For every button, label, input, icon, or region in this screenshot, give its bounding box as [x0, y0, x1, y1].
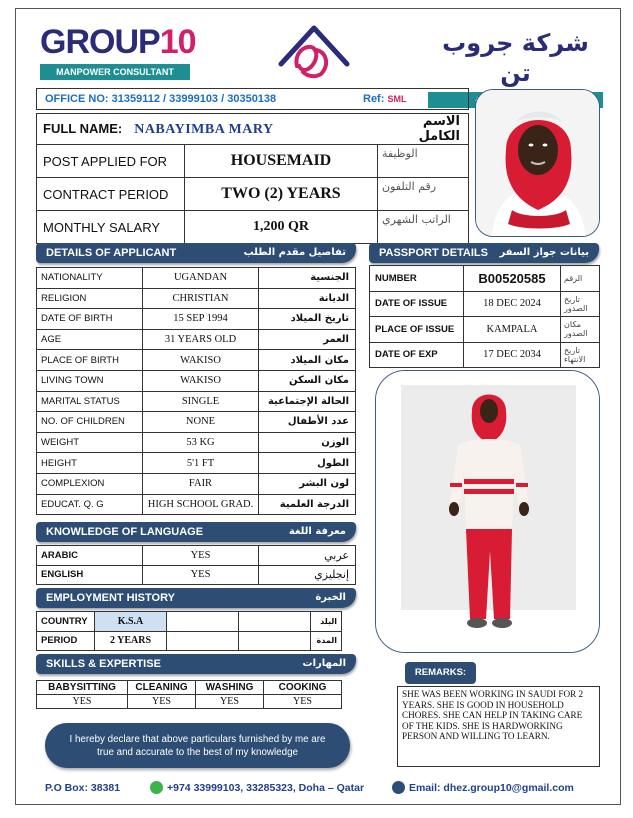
passport-table	[369, 265, 600, 368]
full-name-label: FULL NAME:	[43, 121, 123, 136]
label-text: I hereby declare that above particulars furnished by me are	[69, 734, 326, 745]
post-row	[37, 145, 469, 178]
salary-label: MONTHLY SALARY	[37, 211, 185, 244]
section-header-employment	[36, 588, 356, 608]
table-cell: FAIR	[143, 473, 259, 494]
table-row	[37, 612, 342, 632]
table-row	[37, 494, 356, 515]
table-cell: 2 YEARS	[95, 631, 167, 651]
label-text: +974 33999103, 33285323, Doha – Qatar	[167, 782, 365, 794]
employment-table-wrap	[36, 611, 342, 651]
table-row	[37, 631, 342, 651]
skills-header-row	[37, 681, 342, 695]
table-cell: YES	[37, 695, 128, 709]
remarks-label: REMARKS:	[405, 662, 476, 684]
section-header-language	[36, 522, 356, 542]
table-cell: YES	[143, 565, 259, 585]
table-row	[37, 432, 356, 453]
salary-value: 1,200 QR	[185, 211, 378, 244]
table-cell: العمر	[259, 329, 356, 350]
table-cell: WEIGHT	[37, 432, 143, 453]
table-cell: DATE OF BIRTH	[37, 309, 143, 330]
section-header-skills	[36, 654, 356, 674]
table-cell: إنجليزي	[259, 565, 356, 585]
table-cell: 15 SEP 1994	[143, 309, 259, 330]
table-row	[370, 266, 600, 292]
skills-value-row	[37, 695, 342, 709]
salary-row	[37, 211, 469, 244]
table-row	[370, 291, 600, 317]
table-cell: CLEANING	[128, 681, 196, 695]
table-row	[37, 309, 356, 330]
table-cell: BABYSITTING	[37, 681, 128, 695]
table-row	[37, 546, 356, 566]
table-cell: الجنسية	[259, 268, 356, 289]
label-text: 10	[159, 23, 196, 61]
section-header-details	[36, 243, 356, 263]
table-cell: COUNTRY	[37, 612, 95, 632]
table-row	[37, 453, 356, 474]
whatsapp-icon	[150, 781, 163, 794]
full-name-arabic: الاسم الكامل	[378, 114, 469, 145]
table-cell: 31 YEARS OLD	[143, 329, 259, 350]
table-row	[37, 391, 356, 412]
skills-table	[36, 680, 342, 709]
contract-value: TWO (2) YEARS	[185, 178, 378, 211]
office-numbers-bar	[36, 88, 469, 110]
reference-value: SML	[387, 94, 407, 104]
table-cell: NO. OF CHILDREN	[37, 412, 143, 433]
table-cell: EDUCAT. Q. G	[37, 494, 143, 515]
post-arabic: الوظيفة	[378, 145, 469, 178]
contract-arabic: رقم التلفون	[378, 178, 469, 211]
table-cell: PLACE OF ISSUE	[370, 317, 464, 343]
table-cell: ENGLISH	[37, 565, 143, 585]
table-cell: HIGH SCHOOL GRAD.	[143, 494, 259, 515]
logo-tagline: MANPOWER CONSULTANT	[40, 64, 190, 80]
table-row	[370, 342, 600, 368]
table-cell: 5'1 FT	[143, 453, 259, 474]
table-cell: تاريخ الصدور	[561, 291, 600, 317]
label-text: بيانات جواز السفر	[499, 247, 589, 258]
table-cell: الديانة	[259, 288, 356, 309]
post-value: HOUSEMAID	[185, 145, 378, 178]
label-text: المهارات	[302, 658, 346, 669]
table-row	[37, 370, 356, 391]
footer-phone	[150, 779, 364, 797]
label-text: Email: dhez.group10@gmail.com	[409, 782, 574, 794]
table-cell: تاريخ الانتهاء	[561, 342, 600, 368]
table-cell: ARABIC	[37, 546, 143, 566]
table-cell: WAKISO	[143, 350, 259, 371]
language-table	[36, 545, 356, 585]
table-cell: لون البشر	[259, 473, 356, 494]
table-cell: DATE OF EXP	[370, 342, 464, 368]
table-row	[37, 565, 356, 585]
table-cell: CHRISTIAN	[143, 288, 259, 309]
table-cell: 18 DEC 2024	[464, 291, 561, 317]
declaration-banner	[45, 723, 350, 768]
office-numbers: OFFICE NO: 31359112 / 33999103 / 30350138	[45, 93, 277, 105]
label-text: الخبرة	[315, 592, 346, 603]
label-text: GROUP	[40, 23, 160, 61]
full-name-row	[37, 114, 469, 145]
table-cell: 17 DEC 2034	[464, 342, 561, 368]
table-cell: K.S.A	[95, 612, 167, 632]
label-text: معرفة اللغة	[288, 526, 346, 537]
table-row	[37, 350, 356, 371]
table-cell	[239, 612, 311, 632]
label-text: تفاصيل مقدم الطلب	[243, 247, 346, 258]
table-cell: PLACE OF BIRTH	[37, 350, 143, 371]
table-cell: COMPLEXION	[37, 473, 143, 494]
table-cell: مكان السكن	[259, 370, 356, 391]
table-cell: SINGLE	[143, 391, 259, 412]
table-cell: NUMBER	[370, 266, 464, 292]
table-cell: UGANDAN	[143, 268, 259, 289]
table-cell: تاريخ الميلاد	[259, 309, 356, 330]
applicant-summary-table	[36, 113, 469, 244]
contract-row	[37, 178, 469, 211]
table-cell: MARITAL STATUS	[37, 391, 143, 412]
table-cell: عربي	[259, 546, 356, 566]
table-cell: مكان الميلاد	[259, 350, 356, 371]
table-cell: WASHING	[196, 681, 264, 695]
table-row	[37, 329, 356, 350]
label-text: DETAILS OF APPLICANT	[46, 247, 177, 259]
post-label: POST APPLIED FOR	[37, 145, 185, 178]
full-name-value: NABAYIMBA MARY	[134, 122, 274, 137]
table-row	[37, 412, 356, 433]
table-cell: B00520585	[464, 266, 561, 292]
table-cell: الدرجة العلمية	[259, 494, 356, 515]
label-text: شركة جروب تن	[442, 29, 589, 87]
table-cell: DATE OF ISSUE	[370, 291, 464, 317]
table-cell: YES	[143, 546, 259, 566]
table-cell	[37, 114, 378, 145]
contract-label: CONTRACT PERIOD	[37, 178, 185, 211]
table-row	[370, 317, 600, 343]
table-cell: YES	[264, 695, 342, 709]
reference	[363, 89, 406, 109]
footer-po-box: P.O Box: 38381	[45, 782, 121, 794]
label-text: EMPLOYMENT HISTORY	[46, 592, 175, 604]
table-cell: الحالة الإجتماعية	[259, 391, 356, 412]
table-cell: YES	[128, 695, 196, 709]
table-cell: RELIGION	[37, 288, 143, 309]
label-text: SKILLS & EXPERTISE	[46, 658, 161, 670]
remarks-text: SHE WAS BEEN WORKING IN SAUDI FOR 2 YEARS. SHE IS GOOD IN HOUSEHOLD CHORES. SHE CAN HELP IN TAKING CARE OF THE KIDS. SHE IS HARDWORKING PERSON AND WILLING TO LEARN.	[397, 686, 600, 767]
label-text: Ref:	[363, 93, 385, 105]
details-table-wrap	[36, 267, 356, 515]
table-cell: مكان الصدور	[561, 317, 600, 343]
label-text: PASSPORT DETAILS	[379, 247, 488, 259]
table-cell: NATIONALITY	[37, 268, 143, 289]
arabic-logo	[428, 28, 603, 87]
employment-table	[36, 611, 342, 651]
emblem-logo-icon	[275, 20, 353, 84]
table-cell: المدة	[311, 631, 342, 651]
details-table	[36, 267, 356, 515]
table-cell: الوزن	[259, 432, 356, 453]
table-row	[37, 288, 356, 309]
table-row	[37, 473, 356, 494]
label-text: KNOWLEDGE OF LANGUAGE	[46, 526, 204, 538]
applicant-headshot-photo	[475, 89, 600, 237]
table-cell	[167, 631, 239, 651]
table-cell	[239, 631, 311, 651]
group10-logo	[40, 24, 195, 84]
salary-arabic: الراتب الشهري	[378, 211, 469, 244]
table-cell: 53 KG	[143, 432, 259, 453]
label-text	[40, 24, 195, 60]
passport-table-wrap	[369, 265, 600, 368]
table-cell: KAMPALA	[464, 317, 561, 343]
table-row	[37, 268, 356, 289]
skills-table-wrap	[36, 680, 342, 709]
label-text: true and accurate to the best of my knowledge	[97, 747, 298, 758]
table-cell: YES	[196, 695, 264, 709]
email-icon	[392, 781, 405, 794]
table-cell: COOKING	[264, 681, 342, 695]
table-cell: البلد	[311, 612, 342, 632]
language-table-wrap	[36, 545, 356, 585]
footer-email	[392, 779, 574, 797]
table-cell: WAKISO	[143, 370, 259, 391]
section-header-passport	[369, 243, 599, 263]
table-cell: عدد الأطفال	[259, 412, 356, 433]
table-cell: AGE	[37, 329, 143, 350]
table-cell: NONE	[143, 412, 259, 433]
table-cell	[167, 612, 239, 632]
table-cell: LIVING TOWN	[37, 370, 143, 391]
table-cell: الرقم	[561, 266, 600, 292]
table-cell: الطول	[259, 453, 356, 474]
applicant-full-body-photo	[375, 370, 600, 653]
table-cell: PERIOD	[37, 631, 95, 651]
table-cell: HEIGHT	[37, 453, 143, 474]
